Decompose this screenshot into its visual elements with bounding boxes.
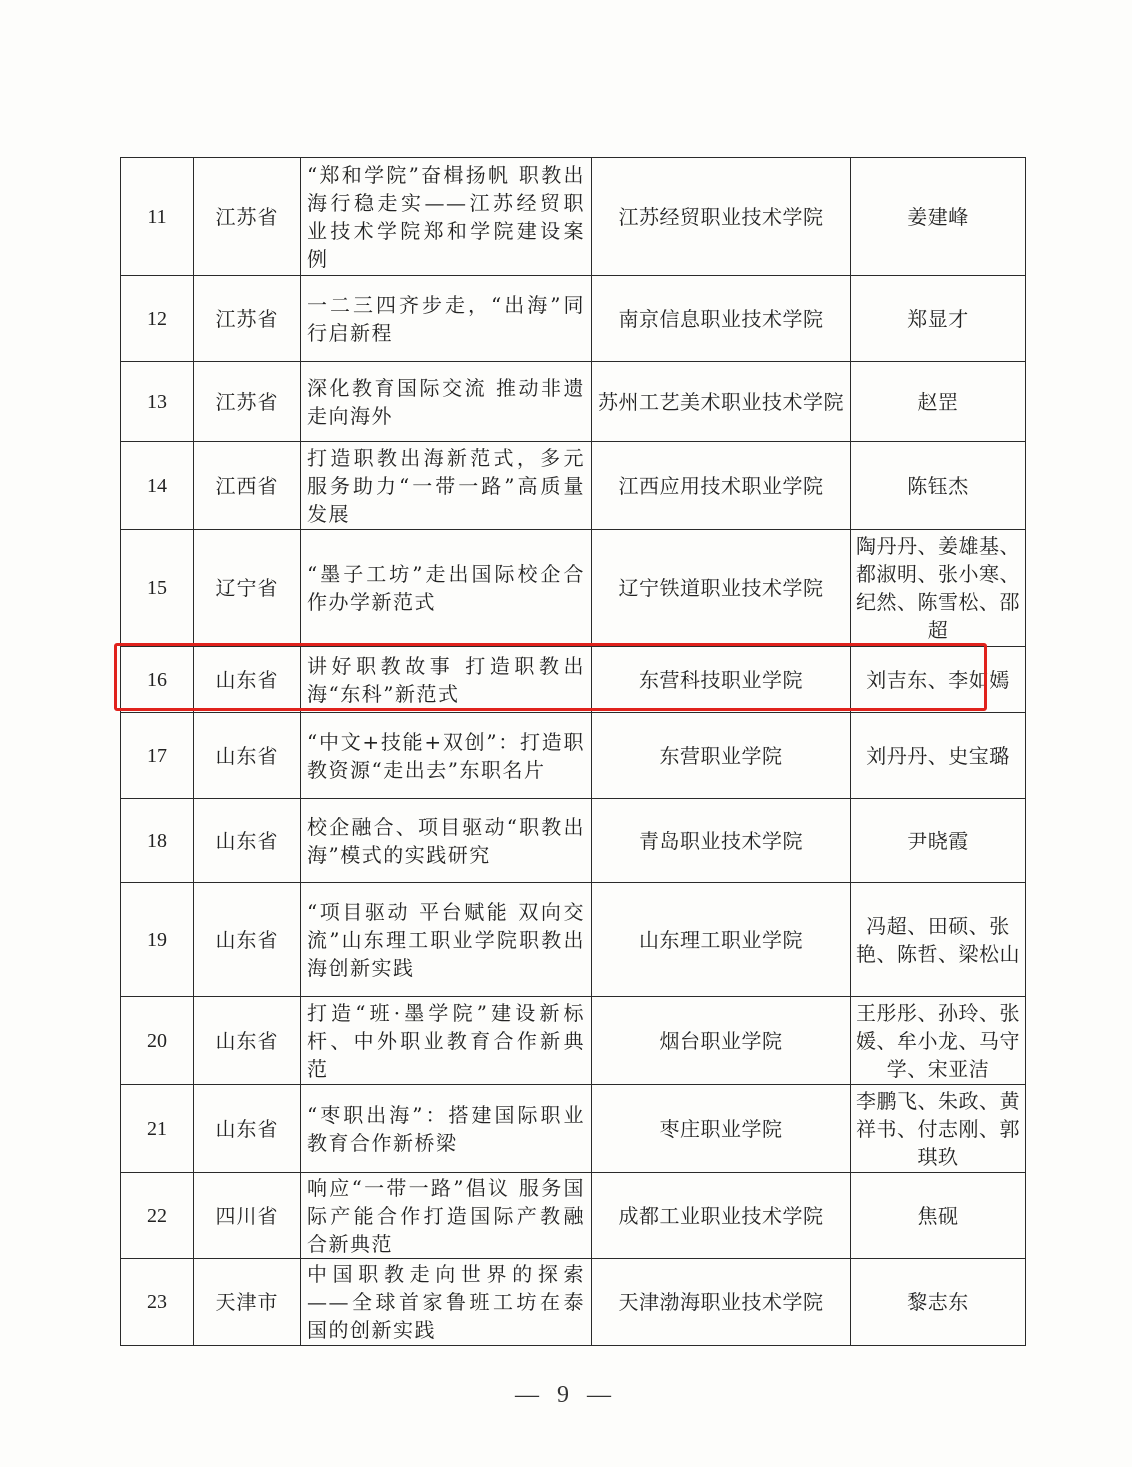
people-cell: 黎志东 bbox=[851, 1259, 1026, 1346]
case-title-cell: 校企融合、项目驱动“职教出海”模式的实践研究 bbox=[301, 799, 592, 883]
case-title-cell: 打造“班·墨学院”建设新标杆、中外职业教育合作新典范 bbox=[301, 997, 592, 1085]
school-cell: 东营职业学院 bbox=[592, 713, 851, 799]
table-row bbox=[121, 1259, 1026, 1346]
case-title-cell: “项目驱动 平台赋能 双向交流”山东理工职业学院职教出海创新实践 bbox=[301, 883, 592, 997]
case-title-cell: 讲好职教故事 打造职教出海“东科”新范式 bbox=[301, 647, 592, 713]
province-cell: 天津市 bbox=[194, 1259, 301, 1346]
province-cell: 山东省 bbox=[194, 799, 301, 883]
province-cell: 江苏省 bbox=[194, 158, 301, 276]
table-row bbox=[121, 276, 1026, 362]
table-row bbox=[121, 713, 1026, 799]
row-number: 15 bbox=[121, 530, 194, 647]
case-title-cell: “墨子工坊”走出国际校企合作办学新范式 bbox=[301, 530, 592, 647]
case-title-cell: “中文+技能+双创”：打造职教资源“走出去”东职名片 bbox=[301, 713, 592, 799]
table-row bbox=[121, 799, 1026, 883]
school-cell: 成都工业职业技术学院 bbox=[592, 1173, 851, 1259]
people-cell: 尹晓霞 bbox=[851, 799, 1026, 883]
table-row bbox=[121, 442, 1026, 530]
province-cell: 山东省 bbox=[194, 647, 301, 713]
case-title-cell: 打造职教出海新范式，多元服务助力“一带一路”高质量发展 bbox=[301, 442, 592, 530]
table-row bbox=[121, 1173, 1026, 1259]
row-number: 12 bbox=[121, 276, 194, 362]
people-cell: 刘丹丹、史宝璐 bbox=[851, 713, 1026, 799]
people-cell: 冯超、田硕、张艳、陈哲、梁松山 bbox=[851, 883, 1026, 997]
row-number: 11 bbox=[121, 158, 194, 276]
school-cell: 天津渤海职业技术学院 bbox=[592, 1259, 851, 1346]
people-cell: 李鹏飞、朱政、黄祥书、付志刚、郭琪玖 bbox=[851, 1085, 1026, 1173]
table-row bbox=[121, 997, 1026, 1085]
row-number: 23 bbox=[121, 1259, 194, 1346]
row-number: 19 bbox=[121, 883, 194, 997]
table-row bbox=[121, 1085, 1026, 1173]
row-number: 21 bbox=[121, 1085, 194, 1173]
province-cell: 江苏省 bbox=[194, 362, 301, 442]
table-row bbox=[121, 883, 1026, 997]
people-cell: 刘吉东、李如嫣 bbox=[851, 647, 1026, 713]
people-cell: 焦砚 bbox=[851, 1173, 1026, 1259]
case-title-cell: “枣职出海”：搭建国际职业教育合作新桥梁 bbox=[301, 1085, 592, 1173]
province-cell: 山东省 bbox=[194, 713, 301, 799]
school-cell: 山东理工职业学院 bbox=[592, 883, 851, 997]
people-cell: 陈钰杰 bbox=[851, 442, 1026, 530]
school-cell: 烟台职业学院 bbox=[592, 997, 851, 1085]
case-title-cell: “郑和学院”奋楫扬帆 职教出海行稳走实——江苏经贸职业技术学院郑和学院建设案例 bbox=[301, 158, 592, 276]
case-title-cell: 深化教育国际交流 推动非遗走向海外 bbox=[301, 362, 592, 442]
row-number: 16 bbox=[121, 647, 194, 713]
people-cell: 郑显才 bbox=[851, 276, 1026, 362]
province-cell: 辽宁省 bbox=[194, 530, 301, 647]
province-cell: 四川省 bbox=[194, 1173, 301, 1259]
school-cell: 东营科技职业学院 bbox=[592, 647, 851, 713]
school-cell: 江苏经贸职业技术学院 bbox=[592, 158, 851, 276]
people-cell: 赵罡 bbox=[851, 362, 1026, 442]
table-row bbox=[121, 362, 1026, 442]
people-cell: 姜建峰 bbox=[851, 158, 1026, 276]
row-number: 22 bbox=[121, 1173, 194, 1259]
province-cell: 山东省 bbox=[194, 1085, 301, 1173]
table-row bbox=[121, 158, 1026, 276]
row-number: 14 bbox=[121, 442, 194, 530]
people-cell: 陶丹丹、姜雄基、都淑明、张小寒、纪然、陈雪松、邵超 bbox=[851, 530, 1026, 647]
case-title-cell: 中国职教走向世界的探索——全球首家鲁班工坊在泰国的创新实践 bbox=[301, 1259, 592, 1346]
school-cell: 青岛职业技术学院 bbox=[592, 799, 851, 883]
row-number: 18 bbox=[121, 799, 194, 883]
table-row-highlighted bbox=[121, 647, 1026, 713]
page-number: — 9 — bbox=[515, 1382, 617, 1408]
table-row bbox=[121, 530, 1026, 647]
province-cell: 山东省 bbox=[194, 883, 301, 997]
school-cell: 南京信息职业技术学院 bbox=[592, 276, 851, 362]
row-number: 20 bbox=[121, 997, 194, 1085]
awards-table bbox=[120, 157, 1026, 1346]
province-cell: 江苏省 bbox=[194, 276, 301, 362]
row-number: 17 bbox=[121, 713, 194, 799]
school-cell: 辽宁铁道职业技术学院 bbox=[592, 530, 851, 647]
row-number: 13 bbox=[121, 362, 194, 442]
school-cell: 苏州工艺美术职业技术学院 bbox=[592, 362, 851, 442]
province-cell: 山东省 bbox=[194, 997, 301, 1085]
school-cell: 江西应用技术职业学院 bbox=[592, 442, 851, 530]
case-title-cell: 响应“一带一路”倡议 服务国际产能合作打造国际产教融合新典范 bbox=[301, 1173, 592, 1259]
case-title-cell: 一二三四齐步走，“出海”同行启新程 bbox=[301, 276, 592, 362]
school-cell: 枣庄职业学院 bbox=[592, 1085, 851, 1173]
province-cell: 江西省 bbox=[194, 442, 301, 530]
people-cell: 王彤彤、孙玲、张媛、牟小龙、马守学、宋亚洁 bbox=[851, 997, 1026, 1085]
